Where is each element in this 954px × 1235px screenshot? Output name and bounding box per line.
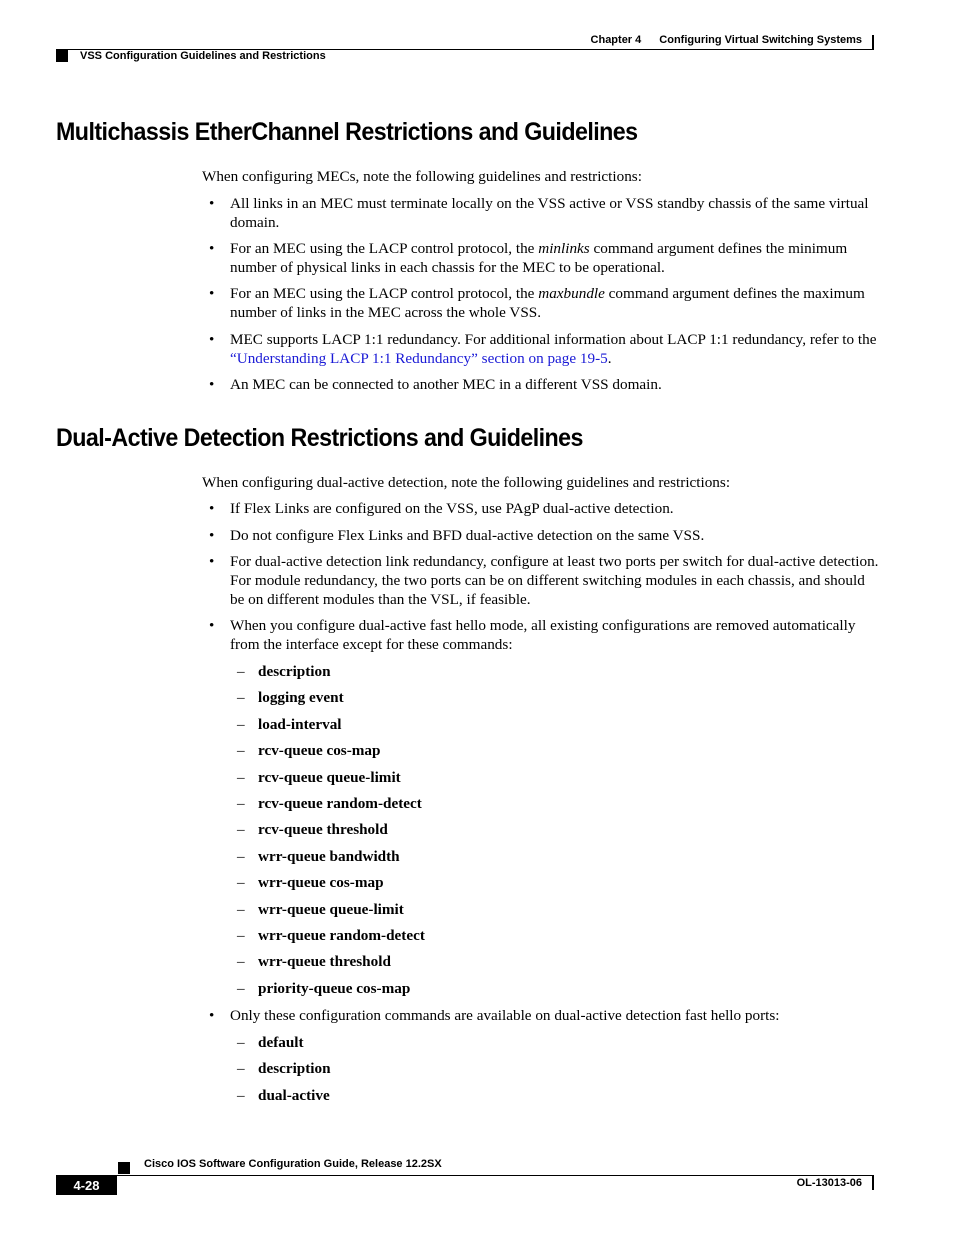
bullet-text: Only these configuration commands are available on dual-active detection fast hello ports: [230,1007,780,1024]
footer-rule [56,1175,874,1176]
bullet-dot: • [209,617,215,634]
bullet-dot: • [209,376,215,393]
bullet-dot: • [209,553,215,570]
dash-marker: – [237,953,245,971]
dash-marker: – [237,979,245,997]
command-name: wrr-queue queue-limit [258,900,404,918]
command-name: rcv-queue cos-map [258,742,381,760]
bullet-text [230,239,880,277]
command-name: rcv-queue queue-limit [258,768,401,786]
dash-marker: – [237,1060,245,1078]
text-run: . [607,350,612,367]
command-name: load-interval [258,715,342,733]
running-header-chapter [591,34,862,46]
bullet-text: If Flex Links are configured on the VSS, use PAgP dual-active detection. [230,500,674,517]
command-name: wrr-queue threshold [258,953,391,971]
bullet-dot: • [209,1007,215,1024]
bullet-dot: • [209,195,215,212]
dash-marker: – [237,715,245,733]
bullet-dot: • [209,527,215,544]
command-name: description [258,1060,331,1078]
text-run: command argument defines the minimum number of physical links in each chassis for the MEC to be operational. [230,240,848,276]
command-name: wrr-queue random-detect [258,927,425,944]
footer-vertical-bar [872,1176,874,1190]
dual-intro: When configuring dual-active detection, note the following guidelines and restrictions: [202,474,731,491]
dash-marker: – [237,874,245,892]
mec-intro: When configuring MECs, note the following guidelines and restrictions: [202,168,642,185]
page-number: 4-28 [56,1176,117,1195]
dash-marker: – [237,900,245,918]
chapter-title: Configuring Virtual Switching Systems [659,34,862,46]
command-name: wrr-queue bandwidth [258,847,400,865]
bullet-dot: • [209,331,215,348]
mec-heading: Multichassis EtherChannel Restrictions and Guidelines [56,118,638,146]
bullet-dot: • [209,500,215,517]
bullet-text: An MEC can be connected to another MEC in a different VSS domain. [230,376,662,393]
bullet-text: For dual-active detection link redundancy, configure at least two ports per switch for dual-active detection. For module redundancy, the two ports can be on different switching modules in each chassis, and should be on different modules than the VSL, if feasible. [230,553,879,608]
text-run: For an MEC using the LACP control protocol, the [230,285,539,302]
dash-marker: – [237,768,245,786]
bullet-text: Do not configure Flex Links and BFD dual-active detection on the same VSS. [230,527,705,544]
dash-marker: – [237,663,245,680]
header-vertical-bar [872,35,874,50]
argument-maxbundle: maxbundle [538,285,605,302]
command-name: wrr-queue cos-map [258,874,384,892]
bullet-text [230,330,880,368]
command-name: rcv-queue random-detect [258,795,422,812]
footer-book-title: Cisco IOS Software Configuration Guide, Release 12.2SX [144,1158,442,1170]
dash-marker: – [237,1034,245,1051]
dash-marker: – [237,821,245,839]
command-name: description [258,663,331,680]
cross-reference-link[interactable]: “Understanding LACP 1:1 Redundancy” section on page 19-5 [230,350,608,367]
command-name: logging event [258,689,344,707]
bullet-text: When you configure dual-active fast hello mode, all existing configurations are removed automatically from the interface except for these commands: [230,617,856,653]
bullet-dot: • [209,285,215,302]
argument-minlinks: minlinks [538,240,590,257]
dash-marker: – [237,927,245,944]
command-name: rcv-queue threshold [258,821,388,839]
bullet-text [230,284,880,322]
bullet-text: All links in an MEC must terminate locally on the VSS active or VSS standby chassis of the same virtual domain. [230,195,869,231]
text-run: command argument defines the maximum number of links in the MEC across the whole VSS. [230,285,865,321]
header-square-marker [56,50,68,62]
bullet-dot: • [209,240,215,257]
running-header-section: VSS Configuration Guidelines and Restrictions [80,50,326,62]
dash-marker: – [237,689,245,707]
footer-square-marker [118,1162,130,1174]
dash-marker: – [237,795,245,812]
command-name: priority-queue cos-map [258,979,411,997]
dash-marker: – [237,742,245,760]
dash-marker: – [237,1086,245,1104]
command-name: default [258,1034,304,1051]
text-run: MEC supports LACP 1:1 redundancy. For additional information about LACP 1:1 redundancy, refer to the [230,331,877,348]
chapter-label: Chapter 4 [590,34,642,46]
dash-marker: – [237,847,245,865]
dual-active-heading: Dual-Active Detection Restrictions and Guidelines [56,424,583,452]
document-id: OL-13013-06 [796,1177,862,1189]
text-run: For an MEC using the LACP control protocol, the [230,240,539,257]
command-name: dual-active [258,1086,330,1104]
